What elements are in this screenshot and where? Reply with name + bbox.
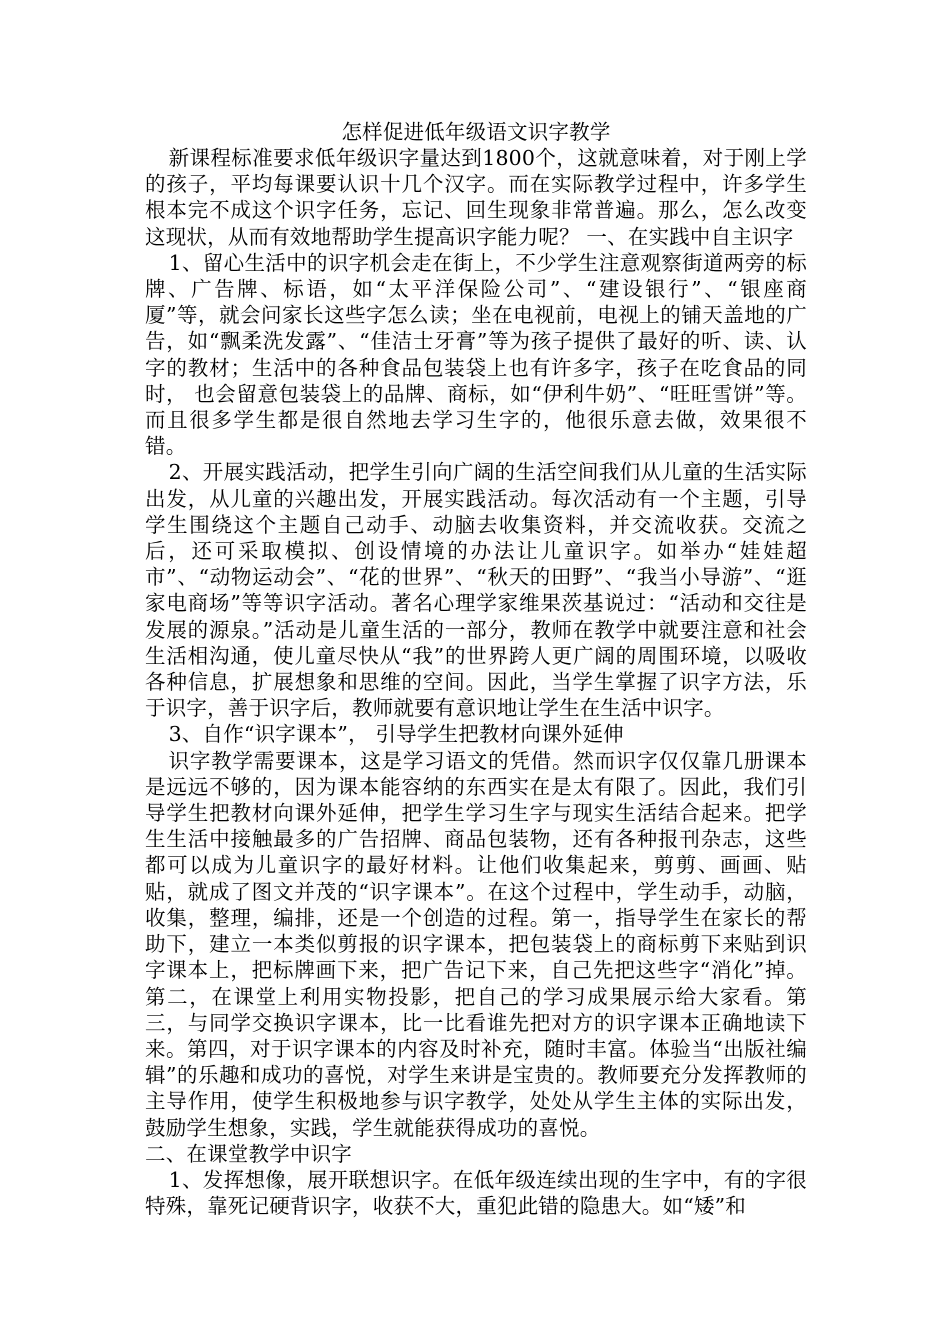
document-page [145,0,807,1344]
paragraph-textbook-body: 识字教学需要课本，这是学习语文的凭借。然而识字仅仅靠几册课本是远远不够的，因为课本能容纳的东西实在是太有限了。因此，我们引导学生把教材向课外延伸，把学生学习生字与现实生活结合起来。把学生生活中接触最多的广告招牌、商品包装物，还有各种报刊杂志，这些都可以成为儿童识字的最好材料。让他们收集起来，剪剪、画画、贴贴，就成了图文并茂的“识字课本”。在这个过程中，学生动手，动脑，收集，整理，编排，还是一个创造的过程。第一，指导学生在家长的帮助下，建立一本类似剪报的识字课本，把包装袋上的商标剪下来贴到识字课本上，把标牌画下来，把广告记下来，自己先把这些字“消化”掉。第二，在课堂上利用实物投影，把自己的学习成果展示给大家看。第三，与同学交换识字课本，比一比看谁先把对方的识字课本正确地读下来。第四，对于识字课本的内容及时补充，随时丰富。体验当“出版社编辑”的乐趣和成功的喜悦，对学生来讲是宝贵的。教师要充分发挥教师的主导作用，使学生积极地参与识字教学，处处从学生主体的实际出发，鼓励学生想象，实践，学生就能获得成功的喜悦。 [145,748,807,1140]
section-heading-classroom: 二、在课堂教学中识字 [145,1141,352,1166]
paragraph-intro: 新课程标准要求低年级识字量达到1800个，这就意味着，对于刚上学的孩子，平均每课要认识十几个汉字。而在实际教学过程中，许多学生根本完不成这个识字任务，忘记、回生现象非常普遍。那么，怎么改变这现状，从而有效地帮助学生提高识字能力呢？ 一、在实践中自主识字 [145,146,807,249]
document-title: 怎样促进低年级语文识字教学 [341,120,611,144]
paragraph-life-literacy: 1、留心生活中的识字机会走在街上，不少学生注意观察街道两旁的标牌、广告牌、标语，如“太平洋保险公司”、“建设银行”、“银座商厦”等，就会问家长这些字怎么读；坐在电视前，电视上的铺天盖地的广告，如“飘柔洗发露”、“佳洁士牙膏”等为孩子提供了最好的听、读、认字的教材；生活中的各种食品包装袋上也有许多字，孩子在吃食品的同时， 也会留意包装袋上的品牌、商标，如“伊利牛奶”、“旺旺雪饼”等。而且很多学生都是很自然地去学习生字的，他很乐意去做，效果很不错。 [145,250,807,459]
paragraph-practice-activities: 2、开展实践活动，把学生引向广阔的生活空间我们从儿童的生活实际出发，从儿童的兴趣出发，开展实践活动。每次活动有一个主题，引导学生围绕这个主题自己动手、动脑去收集资料，并交流收获。交流之后，还可采取模拟、创设情境的办法让儿童识字。如举办“娃娃超市”、“动物运动会”、“花的世界”、“秋天的田野”、“我当小导游”、“逛家电商场”等等识字活动。著名心理学家维果茨基说过：“活动和交往是发展的源泉。”活动是儿童生活的一部分，教师在教学中就要注意和社会生活相沟通，使儿童尽快从“我”的世界跨人更广阔的周围环境，以吸收各种信息，扩展想象和思维的空间。因此，当学生掌握了识字方法，乐于识字，善于识字后，教师就要有意识地让学生在生活中识字。 [145,460,807,721]
paragraph-imagination: 1、发挥想像，展开联想识字。在低年级连续出现的生字中，有的字很特殊，靠死记硬背识字，收获不大，重犯此错的隐患大。如“矮”和 [145,1167,807,1219]
document-body [145,145,807,1219]
paragraph-textbook-heading: 3、自作“识字课本”， 引导学生把教材向课外延伸 [168,722,624,747]
